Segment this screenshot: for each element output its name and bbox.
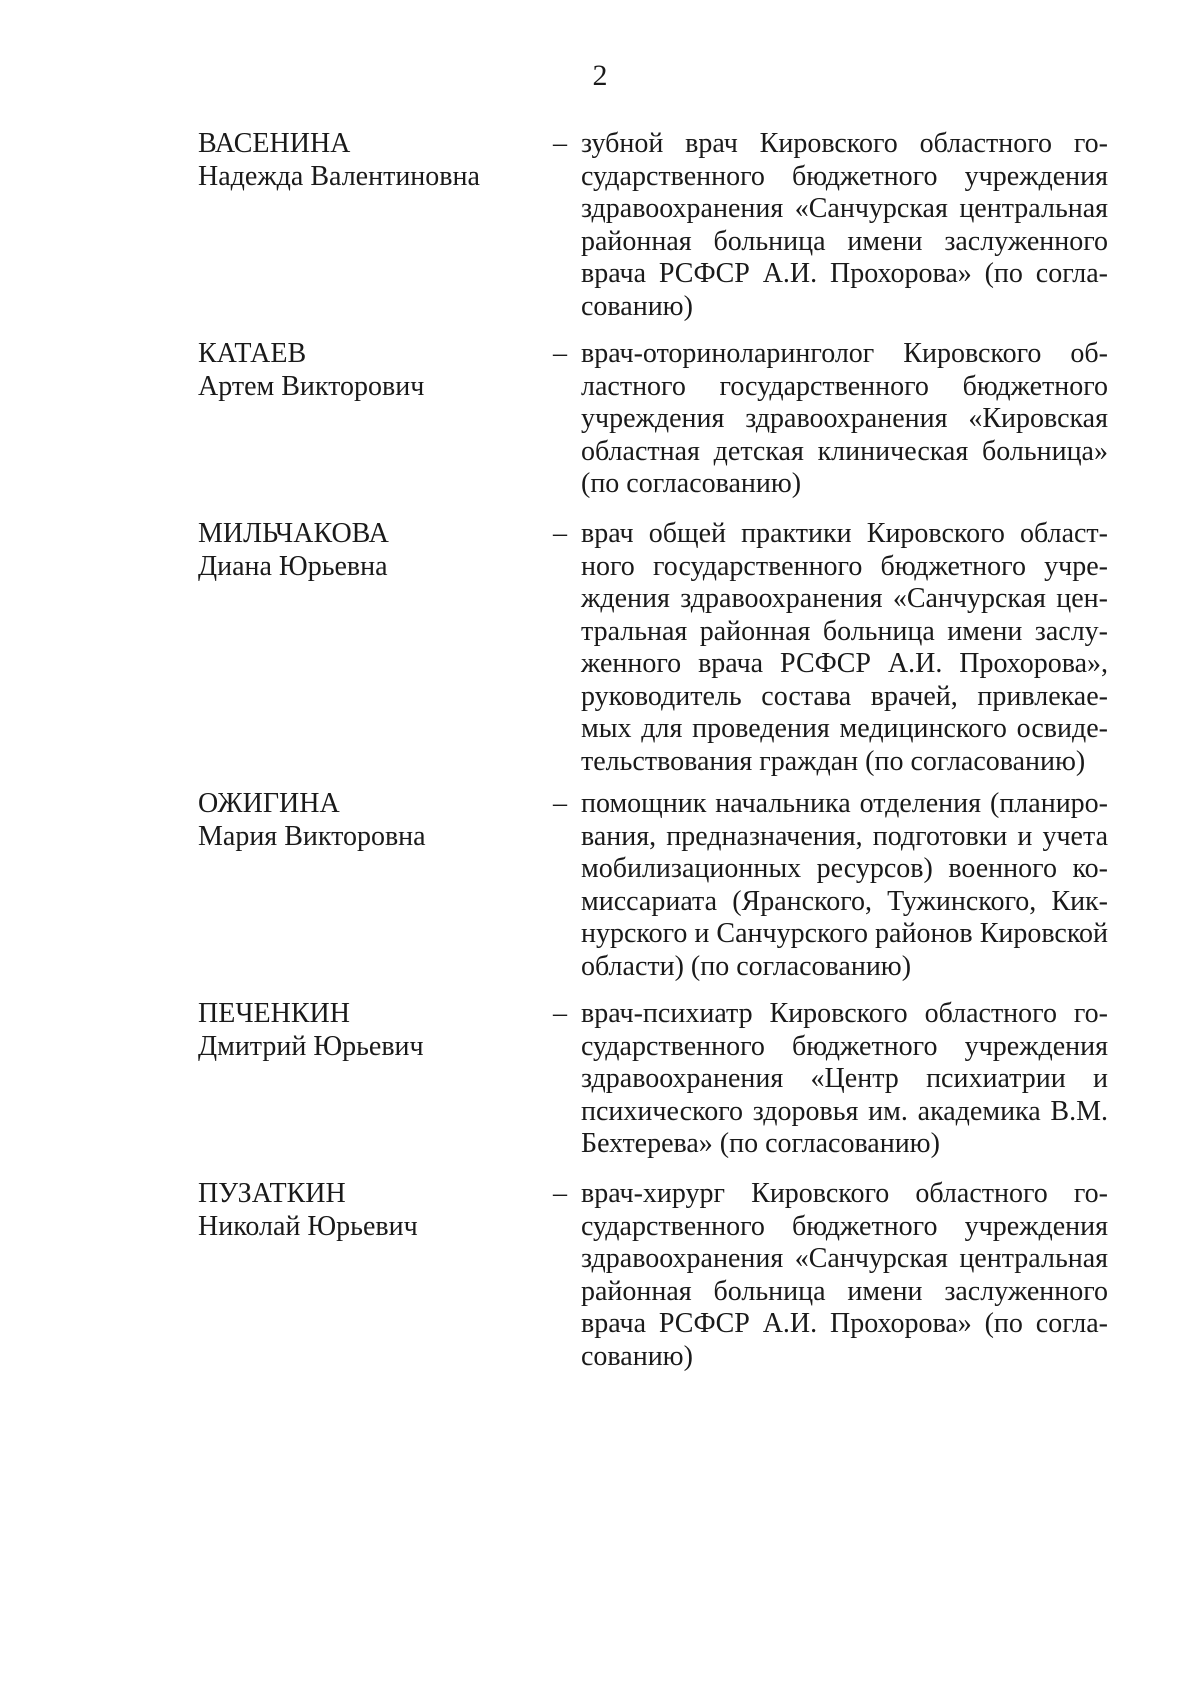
member-given-names: Николай Юрьевич [198, 1210, 418, 1242]
member-surname: МИЛЬЧАКОВА [198, 518, 389, 549]
member-surname: ВАСЕНИНА [198, 128, 351, 159]
member-role: врач-оториноларинголог Кировского областного государственного бюджетного учреждения здравоохранения «Кировская областная детская клиническая больница» (по согласованию) [581, 338, 1108, 499]
member-given-names: Надежда Валентиновна [198, 160, 480, 192]
member-name [198, 518, 528, 583]
member-role: врач общей практики Кировского областного государственного бюджетного учреждения здравоохранения «Санчурская центральная районная больница имени заслуженного врача РСФСР А.И. Прохорова», руководитель состава врачей, привлекаемых для проведения медицинского освидетельствования граждан (по согласованию) [581, 518, 1108, 777]
member-name [198, 788, 528, 853]
member-surname: ПЕЧЕНКИН [198, 998, 350, 1029]
member-name [198, 128, 528, 193]
member-role: зубной врач Кировского областного государственного бюджетного учреждения здравоохранения «Санчурская центральная районная больница имени заслуженного врача РСФСР А.И. Прохорова» (по согласованию) [581, 128, 1108, 322]
member-given-names: Дмитрий Юрьевич [198, 1030, 424, 1062]
dash-separator: – [553, 338, 567, 369]
member-given-names: Мария Викторовна [198, 820, 426, 852]
dash-separator: – [553, 518, 567, 549]
dash-separator: – [553, 998, 567, 1029]
page-number: 2 [592, 59, 608, 92]
member-surname: ОЖИГИНА [198, 788, 340, 819]
member-role: врач-психиатр Кировского областного государственного бюджетного учреждения здравоохранения «Центр психиатрии и психического здоровья им. академика В.М. Бехтерева» (по согласованию) [581, 998, 1108, 1159]
dash-separator: – [553, 128, 567, 159]
member-role: помощник начальника отделения (планирования, предназначения, подготовки и учета мобилизационных ресурсов) военного комиссариата (Яранского, Тужинского, Кикнурского и Санчурского районов Кировской области) (по согласованию) [581, 788, 1108, 982]
member-role: врач-хирург Кировского областного государственного бюджетного учреждения здравоохранения «Санчурская центральная районная больница имени заслуженного врача РСФСР А.И. Прохорова» (по согласованию) [581, 1178, 1108, 1372]
member-surname: ПУЗАТКИН [198, 1178, 346, 1209]
member-name [198, 338, 528, 403]
member-given-names: Артем Викторович [198, 370, 425, 402]
member-given-names: Диана Юрьевна [198, 550, 388, 582]
member-name [198, 998, 528, 1063]
member-surname: КАТАЕВ [198, 338, 307, 369]
dash-separator: – [553, 1178, 567, 1209]
dash-separator: – [553, 788, 567, 819]
member-name [198, 1178, 528, 1243]
